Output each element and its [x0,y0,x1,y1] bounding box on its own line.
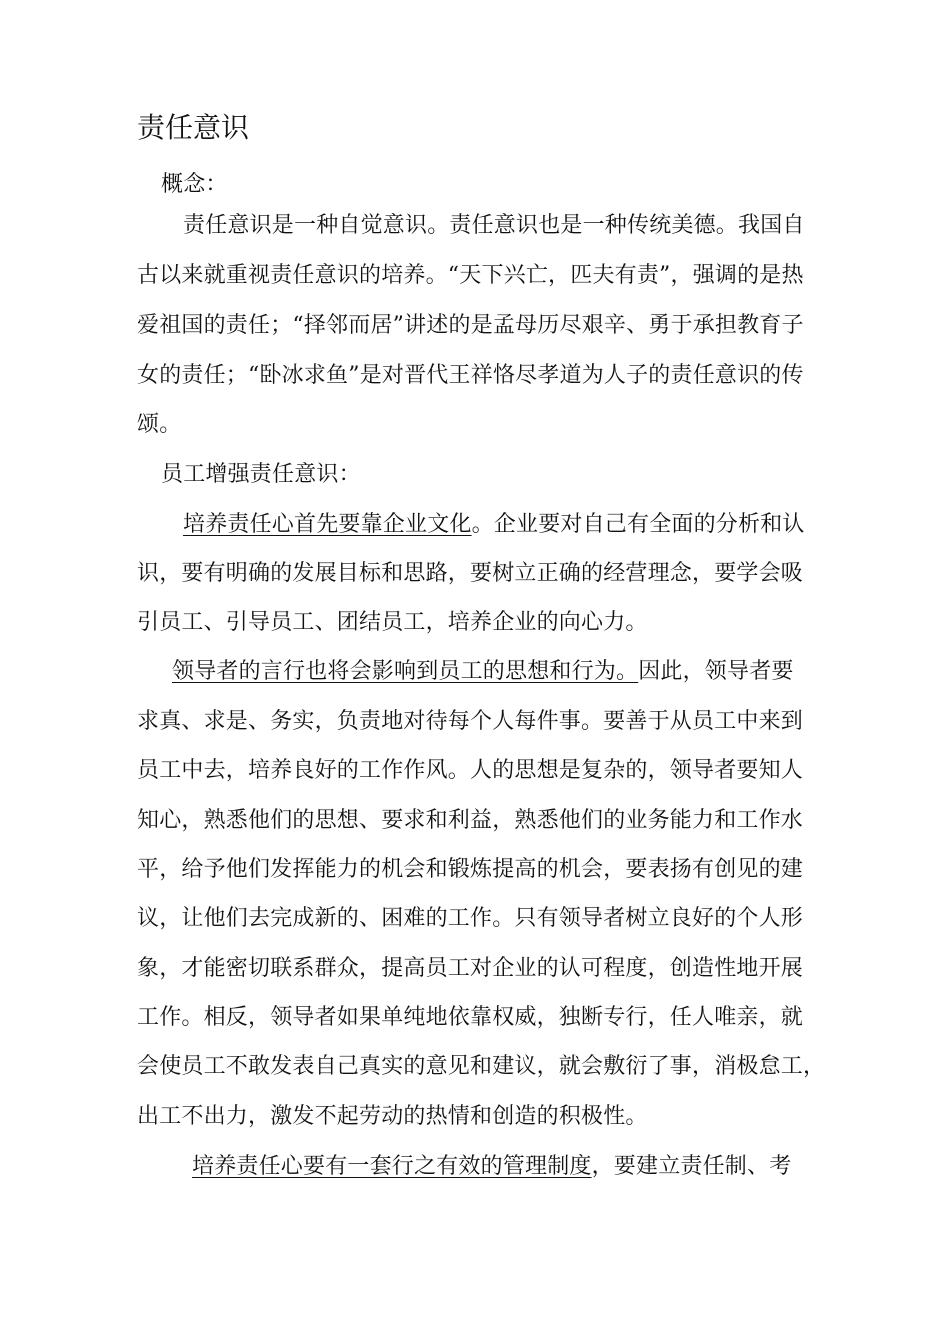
p2-line-7: 象，才能密切联系群众，提高员工对企业的认可程度，创造性地开展 [137,956,804,981]
concept-line-4: 女的责任；“卧冰求鱼”是对晋代王祥恪尽孝道为人子的责任意识的传 [137,363,804,388]
concept-line-3: 爱祖国的责任；“择邻而居”讲述的是孟母历尽艰辛、勇于承担教育子 [137,313,804,338]
p1-line-3: 引员工、引导员工、团结员工，培养企业的向心力。 [137,610,648,635]
p2-line-5: 平，给予他们发挥能力的机会和锻炼提高的机会，要表扬有创见的建 [137,857,804,882]
section-heading-concept: 概念： [161,172,228,197]
concept-line-1: 责任意识是一种自觉意识。责任意识也是一种传统美德。我国自 [183,213,805,238]
document-title: 责任意识 [137,111,250,144]
p1-underlined-text: 培养责任心首先要靠企业文化 [183,512,472,537]
p1-line-2: 识，要有明确的发展目标和思路，要树立正确的经营理念，要学会吸 [137,561,804,586]
p2-underlined-text: 领导者的言行也将会影响到员工的思想和行为。 [172,659,639,684]
p3-rest-text: ，要建立责任制、考 [591,1154,792,1179]
p2-line-1 [172,657,794,687]
p1-rest-text: 。企业要对自己有全面的分析和认 [471,512,805,537]
p3-underlined-text: 培养责任心要有一套行之有效的管理制度 [192,1154,592,1179]
p2-line-9: 会使员工不敢发表自己真实的意见和建议，就会敷衍了事，消极怠工， [137,1054,826,1079]
p2-line-6: 议，让他们去完成新的、困难的工作。只有领导者树立良好的个人形 [137,906,804,931]
p2-line-4: 知心，熟悉他们的思想、要求和利益，熟悉他们的业务能力和工作水 [137,808,804,833]
section-heading-employee: 员工增强责任意识： [161,462,361,487]
p1-line-1 [183,510,805,540]
p3-line-1 [192,1152,791,1182]
p2-line-10: 出工不出力，激发不起劳动的热情和创造的积极性。 [137,1104,648,1129]
p2-line-2: 求真、求是、务实，负责地对待每个人每件事。要善于从员工中来到 [137,709,804,734]
p2-line-3: 员工中去，培养良好的工作作风。人的思想是复杂的，领导者要知人 [137,758,804,783]
p2-rest-text: 因此，领导者要 [638,659,794,684]
concept-line-5: 颂。 [137,412,182,437]
concept-line-2: 古以来就重视责任意识的培养。“天下兴亡，匹夫有责”，强调的是热 [137,263,804,288]
p2-line-8: 工作。相反，领导者如果单纯地依靠权威，独断专行，任人唯亲，就 [137,1005,804,1030]
